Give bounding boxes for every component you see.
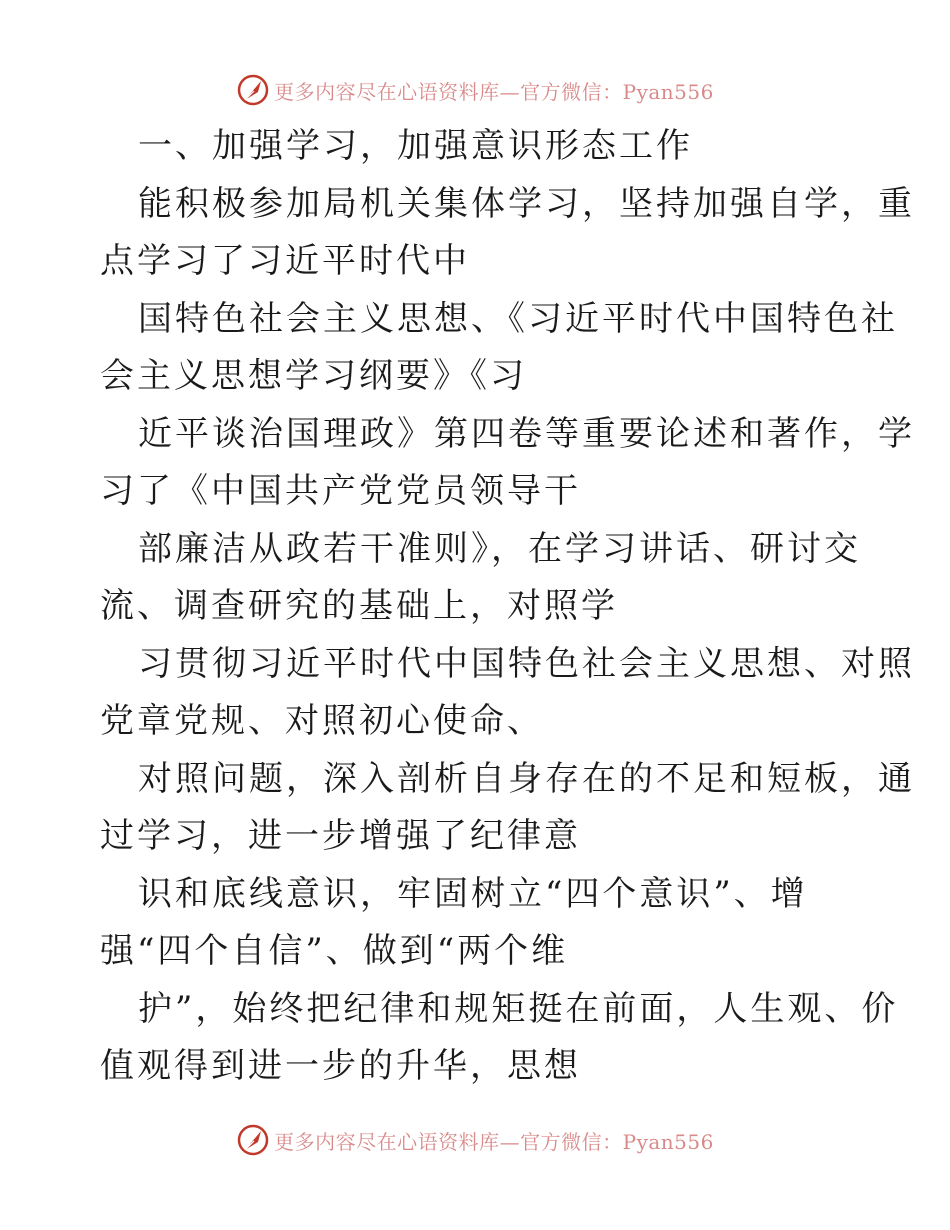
text-line: 会主义思想学习纲要》《习 (100, 356, 527, 396)
text-line: 点学习了习近平时代中 (100, 241, 470, 281)
text-line: 一、加强学习，加强意识形态工作 (138, 126, 693, 166)
quill-logo-icon (236, 73, 270, 107)
text-line: 强“四个自信”、做到“两个维 (100, 931, 569, 971)
text-line: 护”，始终把纪律和规矩挺在前面，人生观、价 (138, 988, 899, 1029)
text-line: 对照问题，深入剖析自身存在的不足和短板，通 (138, 758, 915, 799)
text-line: 过学习，进一步增强了纪律意 (100, 816, 581, 856)
document-body (100, 118, 915, 1096)
text-line: 部廉洁从政若干准则》，在学习讲话、研讨交 (138, 528, 861, 569)
text-line: 识和底线意识，牢固树立“四个意识”、增 (138, 873, 808, 914)
footer-banner (0, 1120, 950, 1160)
text-line: 习了《中国共产党党员领导干 (100, 471, 581, 511)
text-line: 近平谈治国理政》第四卷等重要论述和著作，学 (138, 413, 915, 454)
text-line: 能积极参加局机关集体学习，坚持加强自学，重 (138, 183, 915, 224)
text-line: 习贯彻习近平时代中国特色社会主义思想、对照 (138, 643, 915, 684)
footer-banner-text: 更多内容尽在心语资料库—官方微信：Pyan556 (274, 1129, 714, 1154)
text-line: 国特色社会主义思想、《习近平时代中国特色社 (138, 298, 898, 339)
text-line: 流、调查研究的基础上，对照学 (100, 586, 618, 626)
header-banner-text: 更多内容尽在心语资料库—官方微信：Pyan556 (274, 79, 714, 104)
text-line: 党章党规、对照初心使命、 (100, 701, 544, 741)
text-line: 值观得到进一步的升华，思想 (100, 1046, 581, 1086)
header-banner (0, 70, 950, 110)
quill-logo-icon (236, 1123, 270, 1157)
